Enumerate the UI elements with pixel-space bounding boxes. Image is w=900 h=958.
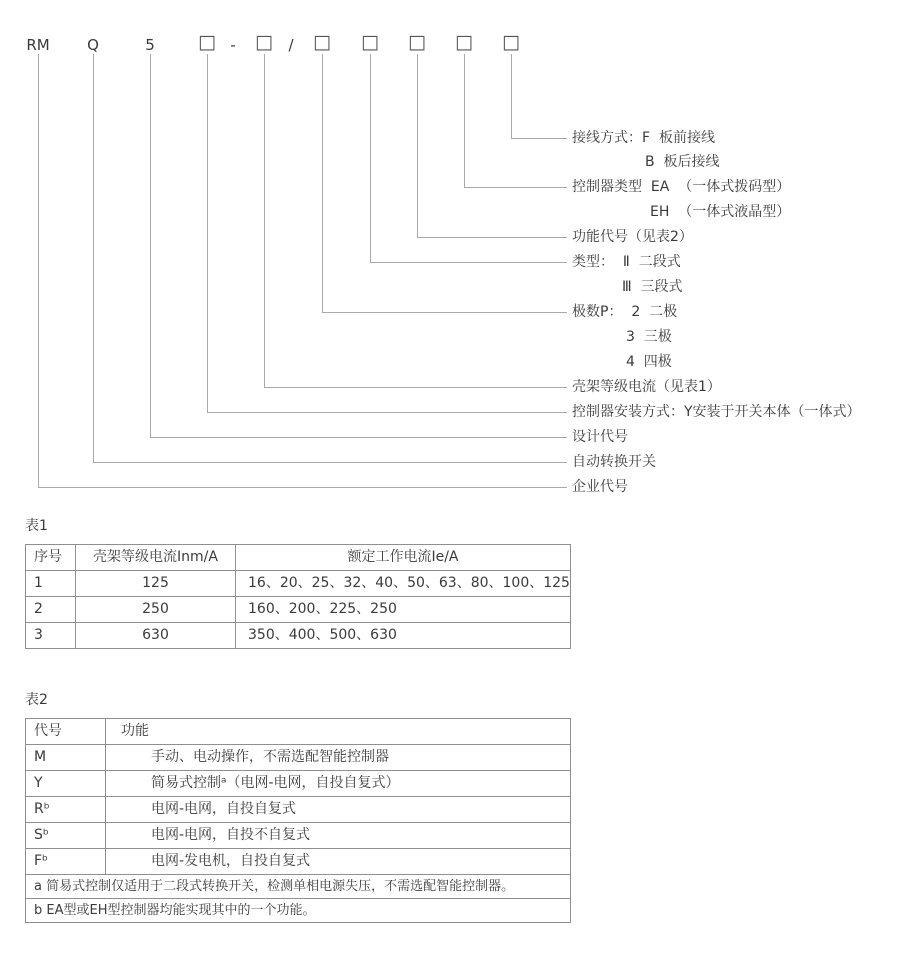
code-segment-box1: □ [198,31,216,53]
table1-cell-frame: 250 [76,597,236,623]
table1-cell-rated: 350、400、500、630 [236,623,571,649]
table2-cell-function: 电网-电网，自投不自复式 [106,823,571,849]
code-segment-box2: □ [255,31,273,53]
code-segment-box7: □ [502,31,520,53]
table2-row [26,849,571,875]
label-type-iii: Ⅲ 三段式 [622,279,683,295]
code-segment-rm: RM [26,36,50,54]
table2-header-row [26,719,571,745]
table1-header-frame-current: 壳架等级电流Inm/A [76,545,236,571]
table2-row [26,823,571,849]
table1-row [26,571,571,597]
table2-caption: 表2 [25,692,48,708]
table1-row [26,597,571,623]
table1-cell-index: 1 [26,571,76,597]
table2-cell-code: Sᵇ [26,823,106,849]
table1-cell-index: 2 [26,597,76,623]
table2-note-row [26,899,571,923]
table2-cell-function: 电网-发电机，自投自复式 [106,849,571,875]
label-poles-2: 极数P： 2 二极 [572,304,678,320]
label-controller-type-eh: EH （一体式液晶型） [650,204,791,220]
table2-note-b: b EA型或EH型控制器均能实现其中的一个功能。 [26,899,571,923]
table2-cell-code: M [26,745,106,771]
code-segment-slash: / [288,36,294,54]
label-wiring-method-f: 接线方式：F 板前接线 [572,130,715,146]
table1-cell-frame: 125 [76,571,236,597]
label-controller-type-ea: 控制器类型 EA （一体式拨码型） [572,179,791,195]
table2-note-row [26,875,571,899]
table2-cell-function: 电网-电网，自投自复式 [106,797,571,823]
table1-caption: 表1 [25,518,48,534]
table2-cell-function: 手动、电动操作，不需选配智能控制器 [106,745,571,771]
label-wiring-method-b: B 板后接线 [645,154,720,170]
label-poles-4: 4 四极 [626,354,672,370]
code-segment-q: Q [87,36,99,54]
table1-header-index: 序号 [26,545,76,571]
code-segment-5: 5 [145,36,155,54]
table1 [25,544,571,649]
table1-cell-rated: 16、20、25、32、40、50、63、80、100、125 [236,571,571,597]
table2-cell-code: Rᵇ [26,797,106,823]
table1-cell-index: 3 [26,623,76,649]
code-segment-box3: □ [313,31,331,53]
label-type-ii: 类型： Ⅱ 二段式 [572,254,681,270]
table1-row [26,623,571,649]
label-frame-current: 壳架等级电流（见表1） [572,379,721,395]
connector-company-code [38,54,567,488]
label-function-code: 功能代号（见表2） [572,229,693,245]
table1-cell-frame: 630 [76,623,236,649]
table1-header-rated-current: 额定工作电流Ie/A [236,545,571,571]
code-segment-box5: □ [408,31,426,53]
code-segment-dash: - [230,36,236,54]
table2-note-a: a 简易式控制仅适用于二段式转换开关，检测单相电源失压，不需选配智能控制器。 [26,875,571,899]
table1-header-row [26,545,571,571]
table2-row [26,797,571,823]
code-segment-box6: □ [455,31,473,53]
table1-cell-rated: 160、200、225、250 [236,597,571,623]
table2-header-function: 功能 [106,719,571,745]
table2-cell-code: Y [26,771,106,797]
label-ats: 自动转换开关 [572,454,656,470]
label-design-code: 设计代号 [572,429,628,445]
label-company-code: 企业代号 [572,479,628,495]
table2-cell-code: Fᵇ [26,849,106,875]
table2-row [26,745,571,771]
label-controller-mount: 控制器安装方式：Y安装于开关本体（一体式） [572,404,861,420]
label-poles-3: 3 三极 [626,329,672,345]
table2-header-code: 代号 [26,719,106,745]
table2 [25,718,571,923]
code-segment-box4: □ [361,31,379,53]
table2-row [26,771,571,797]
table2-cell-function: 简易式控制ᵃ（电网-电网，自投自复式） [106,771,571,797]
